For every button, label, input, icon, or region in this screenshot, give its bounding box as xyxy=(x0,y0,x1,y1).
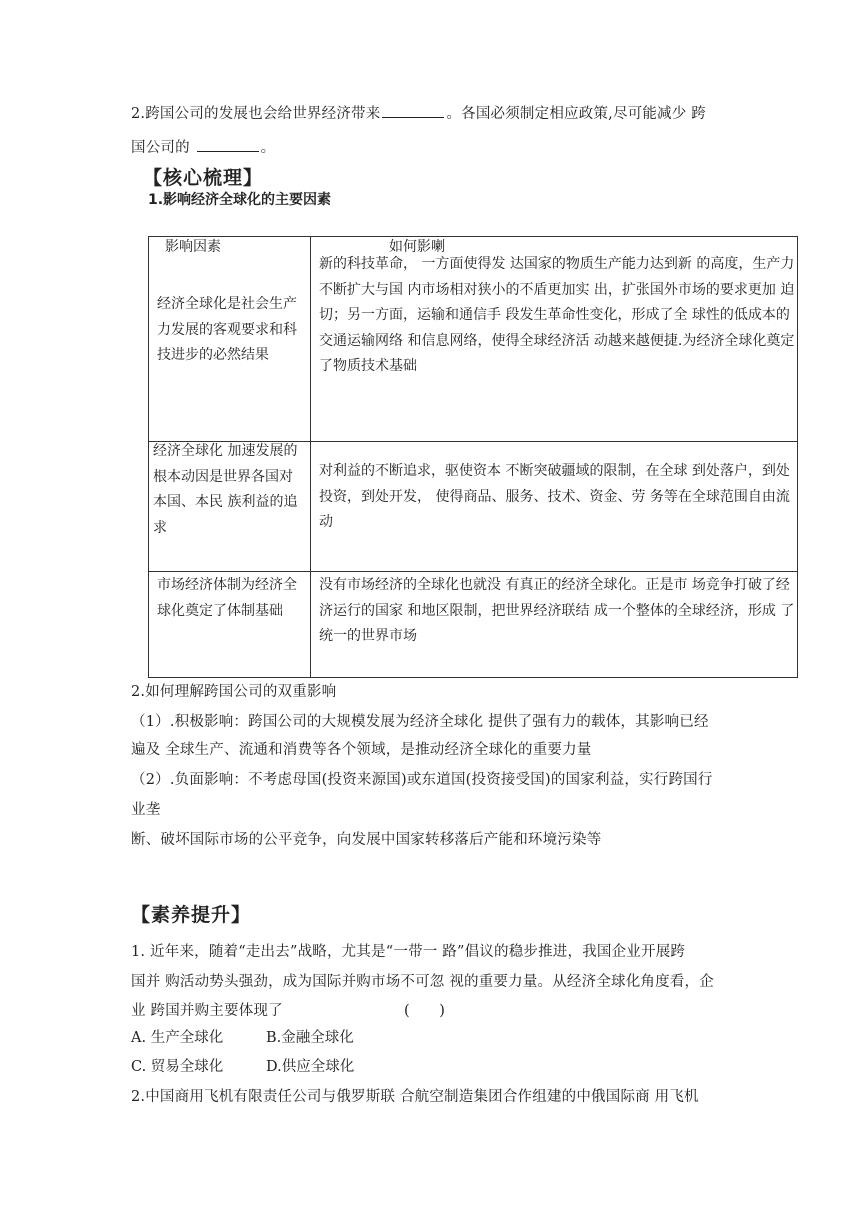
factor-table xyxy=(148,236,798,678)
table-cell-how: 对利益的不断追求，驱使资本 不断突破疆域的限制，在全球 到处落户，到处投资，到处开发， 使得商品、服务、技术、资金、劳 务等在全球范围自由流动 xyxy=(319,463,790,530)
option-c[interactable]: C. 贸易全球化 xyxy=(131,1059,224,1075)
table-divider xyxy=(149,571,797,572)
intro-text: 2.跨国公司的发展也会给世界经济带来 xyxy=(131,106,381,122)
negative-impact-line: 断、破坏国际市场的公平竞争，向发展中国家转移落后产能和环境污染等 xyxy=(131,832,602,848)
table-divider xyxy=(310,237,311,677)
option-b[interactable]: B.金融全球化 xyxy=(266,1030,354,1046)
dual-impact-title: 2.如何理解跨国公司的双重影响 xyxy=(131,684,337,700)
table-cell-how: 没有市场经济的全球化也就没 有真正的经济全球化。正是市 场竞争打破了经济运行的国家 和地区限制，把世界经济联结 成一个整体的全球经济，形成 了统一的世界市场 xyxy=(319,577,795,644)
table-cell-factor: 经济全球化是社会生产力发展的客观要求和科技进步的必然结果 xyxy=(157,296,297,363)
table-header-how: 如何影喇 xyxy=(389,239,445,255)
intro-text: 。各国必须制定相应政策,尽可能减少 跨 xyxy=(446,106,706,122)
intro-text: 。 xyxy=(260,140,276,156)
intro-text: 国公司的 xyxy=(131,140,195,156)
table-cell-factor: 市场经济体制为经济全球化奠定了体制基础 xyxy=(157,577,297,619)
answer-paren[interactable]: ( ) xyxy=(404,1003,446,1019)
section-subtitle: 1.影响经济全球化的主要因素 xyxy=(148,192,332,208)
fill-blank[interactable] xyxy=(197,137,259,153)
table-header-factor: 影响因素 xyxy=(165,239,221,255)
negative-impact-line: 业垄 xyxy=(131,802,161,818)
section-title-core: 【核心梳理】 xyxy=(143,167,264,189)
table-cell-factor: 经济全球化 加速发展的根本动因是世界各国对本国、本民 族利益的追求 xyxy=(153,443,298,536)
table-cell-how: 新的科技革命， 一方面使得发 达国家的物质生产能力达到新 的高度，生产力不断扩大与国 内市场相对狭小的不盾更加实 出，扩张国外市场的要求更加 迫切；另一方面，运输和通信手 段发生革命性变化，形成了全 球性的低成本的交通运输网络 和信息网络，使得全球经济活 动越来越便捷.为经济全球化奠定了物质技术基础 xyxy=(319,256,795,374)
question-line: 2.中国商用飞机有限责任公司与俄罗斯联 合航空制造集团合作组建的中俄国际商 用飞机 xyxy=(131,1089,699,1105)
question-line: 业 跨国并购主要体现了 xyxy=(131,1003,283,1019)
question-line: 1. 近年来，随着“走出去”战略，尤其是“一带一 路”倡议的稳步推进，我国企业开展跨 xyxy=(131,944,686,960)
positive-impact-line: 遍及 全球生产、流通和消费等各个领域，是推动经济全球化的重要力量 xyxy=(131,742,592,758)
negative-impact-line: （2）.负面影响：不考虑母国(投资来源国)或东道国(投资接受国)的国家利益，实行跨国行 xyxy=(131,772,713,788)
positive-impact-line: （1）.积极影响：跨国公司的大规模发展为经济全球化 提供了强有力的载体，其影响已经 xyxy=(131,714,709,730)
intro-line-2 xyxy=(131,136,275,157)
fill-blank[interactable] xyxy=(382,103,444,119)
option-a[interactable]: A. 生产全球化 xyxy=(131,1030,224,1046)
section-title-literacy: 【素养提升】 xyxy=(131,904,252,926)
question-line: 国并 购活动势头强劲，成为国际并购市场不可忽 视的重要力量。从经济全球化角度看，企 xyxy=(131,974,714,990)
option-d[interactable]: D.供应全球化 xyxy=(266,1059,355,1075)
intro-line-1 xyxy=(131,102,706,123)
